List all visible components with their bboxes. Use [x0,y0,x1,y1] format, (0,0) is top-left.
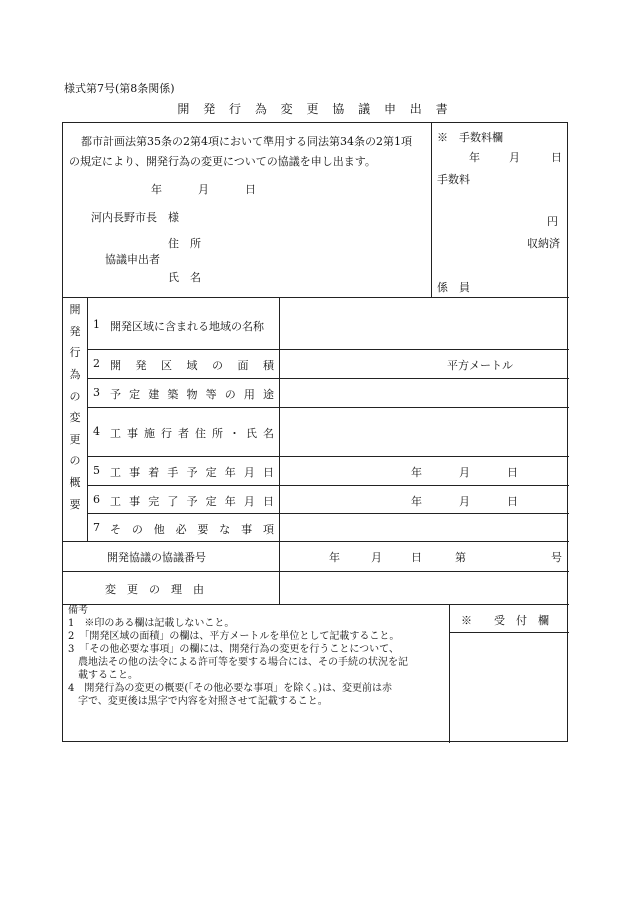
page-title: 開 発 行 為 変 更 協 議 申 出 書 [177,102,453,116]
side-char: 要 [69,497,81,511]
divider [87,407,569,408]
divider [449,632,569,633]
reason-label: 変 更 の 理 由 [105,583,204,596]
row-number: 1 [93,318,100,331]
side-char: 行 [69,346,81,360]
side-char: 更 [69,432,81,446]
row-number: 5 [93,464,100,477]
row-number: 7 [93,521,100,534]
note-item: 農地法その他の法令による許可等を要する場合には、その手続の状況を記 [78,657,408,668]
consultation-year: 年 [329,551,340,564]
name-label: 氏 名 [168,271,201,284]
addressee: 河内長野市長 様 [91,211,179,224]
area-unit: 平方メートル [447,359,513,372]
application-form [62,122,568,742]
row-number: 3 [93,386,100,399]
side-char: 発 [69,324,81,338]
end-year: 年 [411,495,422,508]
side-char: 為 [69,368,81,382]
row-label-end-date: 工事完了予定年月日 [110,495,274,508]
applicant-label: 協議申出者 [105,253,160,266]
fee-year: 年 [469,151,480,164]
consultation-day: 日 [411,551,422,564]
note-item: 1 ※印のある欄は記載しないこと。 [68,618,235,629]
start-day: 日 [507,466,518,479]
row-label-area-size: 開発区域の面積 [110,359,274,372]
side-char: 開 [69,303,81,317]
fee-yen: 円 [547,215,558,228]
note-item: 4 開発行為の変更の概要(「その他必要な事項」を除く。)は、変更前は赤 [68,683,392,694]
note-item: 2 「開発区域の面積」の欄は、平方メートルを単位として記載すること。 [68,631,400,642]
consultation-month: 月 [371,551,382,564]
divider [87,349,569,350]
address-label: 住 所 [168,237,201,250]
date-year: 年 [151,183,162,196]
row-label-area-name: 開発区域に含まれる地域の名称 [110,320,264,333]
notes-title: 備考 [68,605,88,616]
overview-side-label [63,299,87,515]
row-label-start-date: 工事着手予定年月日 [110,466,274,479]
divider [87,456,569,457]
divider [431,123,432,297]
date-month: 月 [198,183,209,196]
divider [87,485,569,486]
side-char: の [69,389,81,403]
fee-day: 日 [551,151,562,164]
divider [87,513,569,514]
side-char: の [69,454,81,468]
start-month: 月 [459,466,470,479]
row-label-building-use: 予定建築物等の用途 [110,388,274,401]
note-item: 字で、変更後は黒字で内容を対照させて記載すること。 [78,696,328,707]
divider [87,378,569,379]
note-item: 載すること。 [78,670,138,681]
divider [63,571,569,572]
fee-month: 月 [509,151,520,164]
consultation-go: 号 [551,551,562,564]
date-day: 日 [245,183,256,196]
row-number: 4 [93,425,100,438]
divider [63,297,569,298]
end-month: 月 [459,495,470,508]
row-number: 2 [93,357,100,370]
divider [279,297,280,604]
body-text-line-1: 都市計画法第35条の2第4項において準用する同法第34条の2第1項 [81,135,412,148]
consultation-label: 開発協議の協議番号 [107,551,206,564]
fee-paid: 収納済 [527,237,560,250]
side-char: 概 [69,476,81,490]
row-label-other: その他必要な事項 [110,523,274,536]
divider [449,604,450,743]
row-number: 6 [93,493,100,506]
side-char: 変 [69,411,81,425]
fee-label: 手数料 [437,173,470,186]
note-item: 3 「その他必要な事項」の欄には、開発行為の変更を行うことについて、 [68,644,399,655]
form-number: 様式第7号(第8条関係) [64,82,175,95]
fee-title: ※ 手数料欄 [437,131,503,144]
start-year: 年 [411,466,422,479]
body-text-line-2: の規定により、開発行為の変更についての協議を申し出ます。 [69,155,376,168]
fee-clerk: 係 員 [437,281,470,294]
end-day: 日 [507,495,518,508]
reception-label: ※ 受 付 欄 [461,614,549,627]
consultation-dai: 第 [455,551,466,564]
divider [87,297,88,541]
notes [68,604,446,708]
divider [63,541,569,542]
row-label-contractor: 工事施行者住所・氏名 [110,427,274,440]
